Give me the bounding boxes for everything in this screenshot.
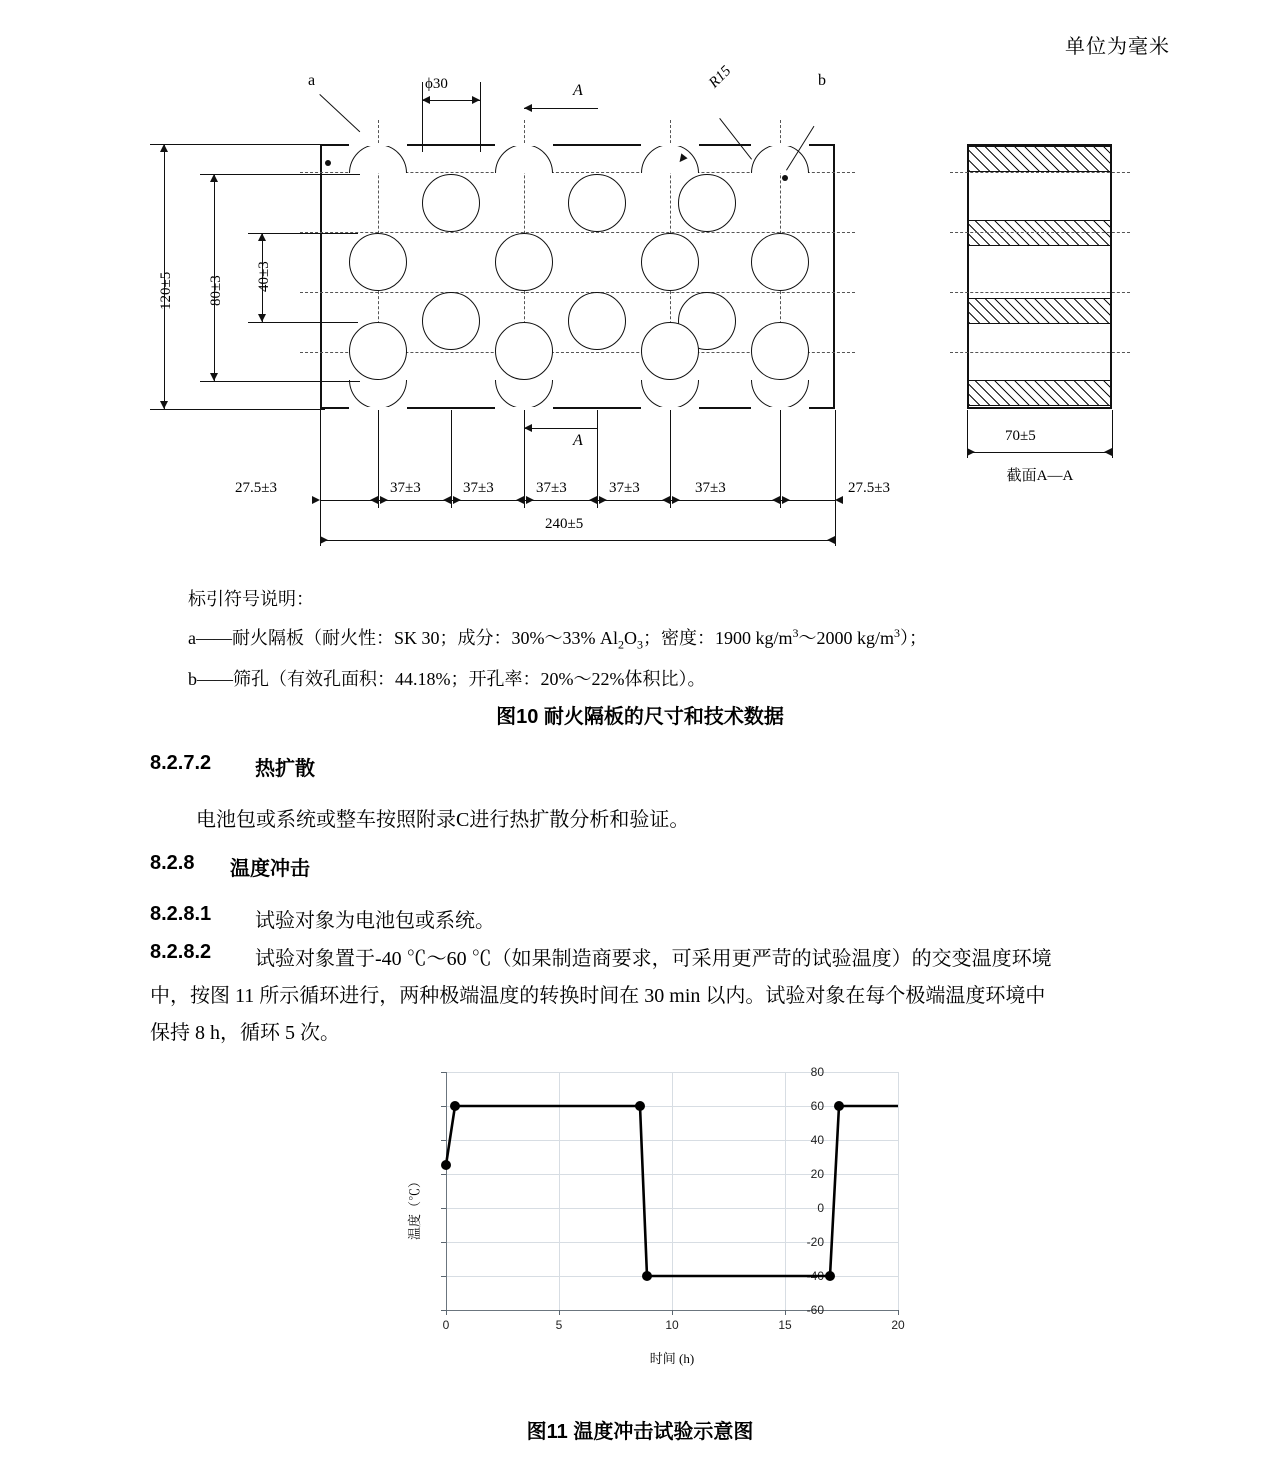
dim-chain-tick-b <box>380 496 388 504</box>
dim-edge-left-text: 27.5±3 <box>235 480 277 496</box>
legend-a-sub-3: 3 <box>637 637 643 652</box>
clause-828-title: 温度冲击 <box>230 858 310 880</box>
hole-r2-c1 <box>349 233 407 291</box>
dim-chain-tick-e <box>516 496 524 504</box>
legend-b-text: ——筛孔（有效孔面积：44.18%；开孔率：20%～22%体积比）。 <box>197 668 706 689</box>
callout-a-label: a <box>308 72 316 89</box>
section-label-top: A <box>573 82 583 99</box>
hole-r3-c2 <box>568 292 626 350</box>
dim-phi30-text: ϕ30 <box>425 76 448 92</box>
ext-chain-5 <box>670 410 671 508</box>
ytick-label-40: 40 <box>810 1133 824 1147</box>
ext-40-bottom <box>248 322 358 323</box>
chart-y-axis-label: 温度（℃） <box>407 1174 422 1240</box>
callout-b-label: b <box>818 72 826 89</box>
dim-chain-tick-k <box>772 496 780 504</box>
ext-phi-right <box>480 82 481 152</box>
figure-10-caption: 图10 耐火隔板的尺寸和技术数据 <box>496 706 784 728</box>
hole-r4-c3 <box>641 322 699 380</box>
legend-a-text3: ～2000 kg/m <box>798 628 895 648</box>
ext-chain-0 <box>320 410 321 508</box>
edge-mask-top-3 <box>641 143 699 146</box>
ytick-label-0: 0 <box>817 1201 824 1215</box>
dim-70-line <box>967 452 1112 453</box>
legend-a-prefix: a <box>188 628 196 648</box>
legend-a-text2: ；密度：1900 kg/m <box>643 628 793 648</box>
legend-a-sup-2: 3 <box>894 626 901 640</box>
dim-pitch-5-text: 37±3 <box>695 480 726 496</box>
r15-text: R15 <box>706 62 735 92</box>
dim-240-arrow-right <box>827 536 835 544</box>
figure-10-legend <box>188 582 1188 696</box>
dim-chain-tick-f <box>526 496 534 504</box>
section-caption: 截面A—A <box>1006 468 1074 484</box>
dim-80-text: 80±3 <box>208 275 224 306</box>
ext-120-top <box>150 144 325 145</box>
section-centerline-2 <box>950 232 1130 233</box>
dim-80-arrow-bottom <box>210 373 218 381</box>
ext-chain-1 <box>378 410 379 508</box>
hole-r2-c2 <box>495 233 553 291</box>
ext-70-right <box>1112 410 1113 458</box>
clause-8272-title: 热扩散 <box>255 758 315 780</box>
xtick-label-10: 10 <box>665 1318 679 1332</box>
figure-10-drawing <box>0 60 1280 560</box>
chart-series-line <box>0 1060 1280 1400</box>
legend-b-prefix: b <box>188 668 197 689</box>
section-centerline-3 <box>950 292 1130 293</box>
edge-mask-top-1 <box>349 143 407 146</box>
ytick-label-20: 20 <box>810 1167 824 1181</box>
dim-pitch-2-text: 37±3 <box>463 480 494 496</box>
xtick-label-20: 20 <box>891 1318 905 1332</box>
ytick-label-60: 60 <box>810 1099 824 1113</box>
dim-chain-tick-l <box>782 496 790 504</box>
ext-240-right <box>835 508 836 546</box>
dim-70-arrow-right <box>1104 448 1112 456</box>
dim-chain-tick-j <box>672 496 680 504</box>
hole-r2-c4 <box>751 233 809 291</box>
chart-marker-4 <box>825 1271 835 1281</box>
dim-70-arrow-left <box>967 448 975 456</box>
dim-pitch-3-text: 37±3 <box>536 480 567 496</box>
dim-chain-arrow-left <box>312 496 320 504</box>
clause-828-number: 8.2.8 <box>150 852 195 874</box>
section-view-outline <box>967 144 1112 409</box>
ext-120-bottom <box>150 409 325 410</box>
unit-note: 单位为毫米 <box>1065 36 1170 58</box>
hatch-band-3 <box>969 298 1110 324</box>
xtick-label-0: 0 <box>442 1318 450 1332</box>
callout-a-dot <box>325 160 331 166</box>
legend-a-sub-2: 2 <box>618 637 624 652</box>
ytick-label-n40: -40 <box>806 1269 824 1283</box>
dim-240-text: 240±5 <box>545 516 584 532</box>
dim-pitch-4-text: 37±3 <box>609 480 640 496</box>
ext-chain-3 <box>524 410 525 508</box>
dim-edge-right-text: 27.5±3 <box>848 480 890 496</box>
xtick-label-5: 5 <box>555 1318 563 1332</box>
ext-80-bottom <box>200 381 360 382</box>
clause-8281-number: 8.2.8.1 <box>150 903 212 925</box>
clause-8281-body: 试验对象为电池包或系统。 <box>255 910 495 932</box>
dim-40-text: 40±3 <box>256 261 272 292</box>
dim-40-arrow-top <box>258 233 266 241</box>
ytick-label-80: 80 <box>810 1065 824 1079</box>
section-arrow-bottom-head <box>524 424 532 432</box>
hole-r2-c3 <box>641 233 699 291</box>
legend-a-end: ）； <box>900 628 928 648</box>
dim-chain-line <box>320 500 835 501</box>
dim-240-arrow-left <box>320 536 328 544</box>
ext-70-left <box>967 410 968 458</box>
ytick-label-n60: -60 <box>806 1303 824 1317</box>
dim-chain-tick-h <box>599 496 607 504</box>
section-centerline-1 <box>950 172 1130 173</box>
hole-r4-c4 <box>751 322 809 380</box>
clause-8272-number: 8.2.7.2 <box>150 752 212 774</box>
dim-40-arrow-bottom <box>258 314 266 322</box>
hole-r4-c2 <box>495 322 553 380</box>
ext-chain-2 <box>451 410 452 508</box>
legend-title: 标引符号说明： <box>188 589 314 609</box>
dim-pitch-1-text: 37±3 <box>390 480 421 496</box>
hatch-band-2 <box>969 220 1110 246</box>
hatch-band-1 <box>969 146 1110 172</box>
dim-80-arrow-top <box>210 174 218 182</box>
clause-8282-body-line1: 试验对象置于-40 ℃～60 ℃（如果制造商要求，可采用更严苛的试验温度）的交变温度环境 <box>255 948 1052 970</box>
clause-8282-number: 8.2.8.2 <box>150 941 212 963</box>
legend-line-b <box>188 662 1188 696</box>
chart-marker-1 <box>450 1101 460 1111</box>
ext-phi-left <box>422 82 423 152</box>
dim-chain-tick-d <box>453 496 461 504</box>
dim-70-text: 70±5 <box>1005 428 1036 444</box>
clause-8282-body-line2: 中，按图 11 所示循环进行，两种极端温度的转换时间在 30 min 以内。试验对象在每个极端温度环境中 <box>150 985 1046 1007</box>
hatch-band-4 <box>969 380 1110 406</box>
chart-x-axis-label: 时间 (h) <box>649 1351 695 1366</box>
chart-marker-3 <box>642 1271 652 1281</box>
ext-240-left <box>320 508 321 546</box>
hole-r1-c3 <box>678 174 736 232</box>
dim-phi-arrow-right <box>472 96 480 104</box>
dim-chain-tick-c <box>443 496 451 504</box>
figure-11-chart <box>0 1060 1280 1400</box>
ext-chain-4 <box>597 410 598 508</box>
figure-11-caption: 图11 温度冲击试验示意图 <box>526 1421 754 1443</box>
clause-8282-body-line3: 保持 8 h，循环 5 次。 <box>150 1022 340 1044</box>
dim-chain-arrow-right <box>835 496 843 504</box>
dim-120-arrow-top <box>160 144 168 152</box>
legend-line-a <box>188 616 1188 662</box>
section-line-top <box>524 108 598 109</box>
dim-120-arrow-bottom <box>160 401 168 409</box>
xtick-label-15: 15 <box>778 1318 792 1332</box>
chart-marker-5 <box>834 1101 844 1111</box>
hole-r1-c2 <box>568 174 626 232</box>
edge-mask-top-2 <box>495 143 553 146</box>
section-label-bottom: A <box>573 432 583 449</box>
dim-chain-tick-g <box>589 496 597 504</box>
legend-a-o: O <box>624 628 637 648</box>
callout-a-leader <box>319 94 360 132</box>
ytick-label-n20: -20 <box>806 1235 824 1249</box>
centerline-h-3 <box>300 292 855 293</box>
section-arrow-top-head <box>524 104 532 112</box>
legend-a-sup-1: 3 <box>792 626 799 640</box>
section-centerline-4 <box>950 352 1130 353</box>
hole-r4-c1 <box>349 322 407 380</box>
clause-8272-body: 电池包或系统或整车按照附录C进行热扩散分析和验证。 <box>196 809 690 831</box>
chart-marker-2 <box>635 1101 645 1111</box>
dim-240-line <box>320 540 835 541</box>
callout-b-dot <box>782 175 788 181</box>
ext-chain-7 <box>835 410 836 508</box>
dim-120-text: 120±5 <box>158 271 174 310</box>
dim-phi-arrow-left <box>422 96 430 104</box>
chart-marker-0 <box>441 1160 451 1170</box>
legend-a-text: ——耐火隔板（耐火性：SK 30；成分：30%～33% Al <box>196 628 618 648</box>
hole-r3-c1 <box>422 292 480 350</box>
section-line-bottom <box>524 428 598 429</box>
hole-r1-c1 <box>422 174 480 232</box>
ext-chain-6 <box>780 410 781 508</box>
ext-80-top <box>200 174 360 175</box>
dim-chain-tick-i <box>662 496 670 504</box>
dim-chain-tick-a <box>370 496 378 504</box>
